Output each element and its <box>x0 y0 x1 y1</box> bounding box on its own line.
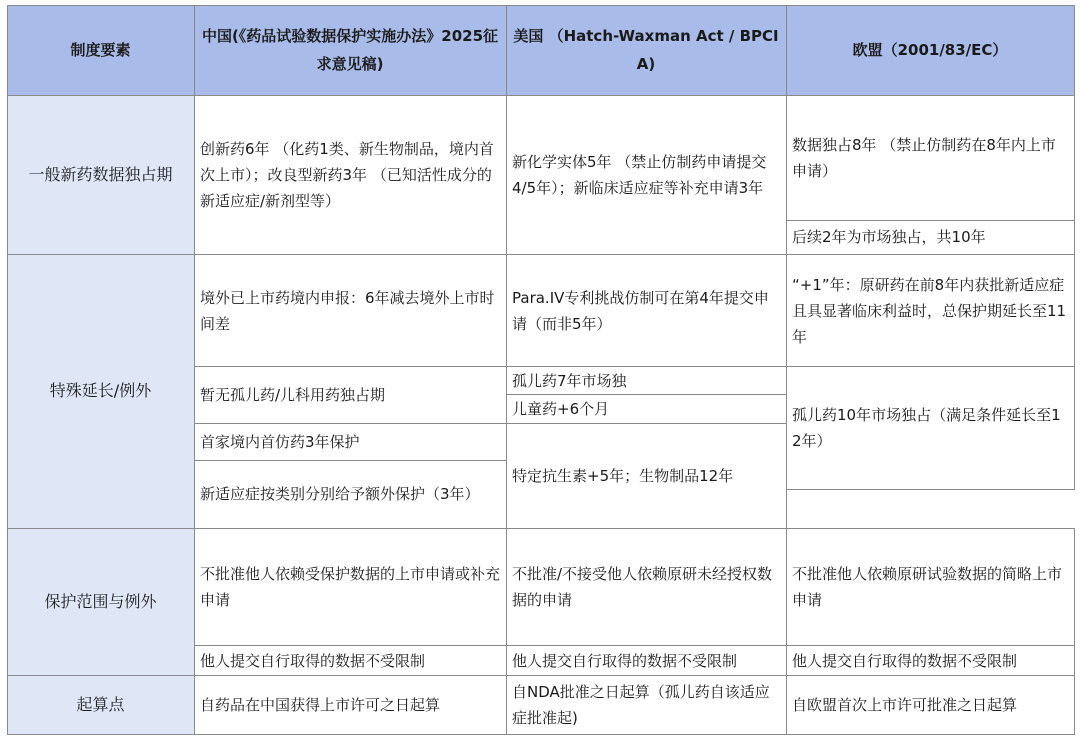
cell-scope-us-b: 他人提交自行取得的数据不受限制 <box>507 646 787 675</box>
header-element: 制度要素 <box>8 6 195 96</box>
cell-general-china: 创新药6年 （化药1类、新生物制品，境内首次上市）；改良型新药3年 （已知活性成分的新适应症/新剂型等） <box>195 95 507 254</box>
cell-start-us: 自NDA批准之日起算（孤儿药自该适应症批准起) <box>507 675 787 734</box>
cell-special-us-3: 特定抗生素+5年；生物制品12年 <box>507 423 787 528</box>
cell-scope-eu-a: 不批准他人依赖原研试验数据的简略上市申请 <box>787 528 1075 646</box>
table-row <box>8 528 1075 646</box>
comparison-table <box>7 5 1075 735</box>
row-label-general: 一般新药数据独占期 <box>8 95 195 254</box>
header-eu: 欧盟（2001/83/EC） <box>787 6 1075 96</box>
cell-special-eu-2: 孤儿药10年市场独占（满足条件延长至12年） <box>787 367 1075 490</box>
cell-general-us: 新化学实体5年 （禁止仿制药申请提交4/5年）；新临床适应症等补充申请3年 <box>507 95 787 254</box>
cell-scope-china-b: 他人提交自行取得的数据不受限制 <box>195 646 507 675</box>
cell-general-eu-a: 数据独占8年 （禁止仿制药在8年内上市申请） <box>787 95 1075 220</box>
cell-special-us-2a: 孤儿药7年市场独 <box>507 367 787 395</box>
cell-special-china-3: 首家境内首仿药3年保护 <box>195 423 507 460</box>
cell-scope-china-a: 不批准他人依赖受保护数据的上市申请或补充申请 <box>195 528 507 646</box>
cell-special-china-2: 暂无孤儿药/儿科用药独占期 <box>195 367 507 423</box>
cell-scope-us-a: 不批准/不接受他人依赖原研未经授权数据的申请 <box>507 528 787 646</box>
cell-general-eu-b: 后续2年为市场独占，共10年 <box>787 220 1075 254</box>
cell-start-china: 自药品在中国获得上市许可之日起算 <box>195 675 507 734</box>
row-label-special: 特殊延长/例外 <box>8 254 195 528</box>
header-china: 中国(《药品试验数据保护实施办法》2025征求意见稿) <box>195 6 507 96</box>
header-us: 美国 （Hatch-Waxman Act / BPCIA) <box>507 6 787 96</box>
row-label-start: 起算点 <box>8 675 195 734</box>
cell-special-us-1: Para.IV专利挑战仿制可在第4年提交申请（而非5年） <box>507 254 787 366</box>
table-row <box>8 675 1075 734</box>
header-row <box>8 6 1075 96</box>
table-row <box>8 95 1075 220</box>
cell-scope-eu-b: 他人提交自行取得的数据不受限制 <box>787 646 1075 675</box>
row-label-scope: 保护范围与例外 <box>8 528 195 675</box>
cell-special-eu-1: “+1”年：原研药在前8年内获批新适应症且具显著临床利益时，总保护期延长至11年 <box>787 254 1075 366</box>
table-row <box>8 254 1075 366</box>
cell-special-china-1: 境外已上市药境内申报：6年减去境外上市时间差 <box>195 254 507 366</box>
cell-special-us-2b: 儿童药+6个月 <box>507 395 787 423</box>
cell-special-china-4: 新适应症按类别分别给予额外保护（3年） <box>195 461 507 529</box>
cell-start-eu: 自欧盟首次上市许可批准之日起算 <box>787 675 1075 734</box>
